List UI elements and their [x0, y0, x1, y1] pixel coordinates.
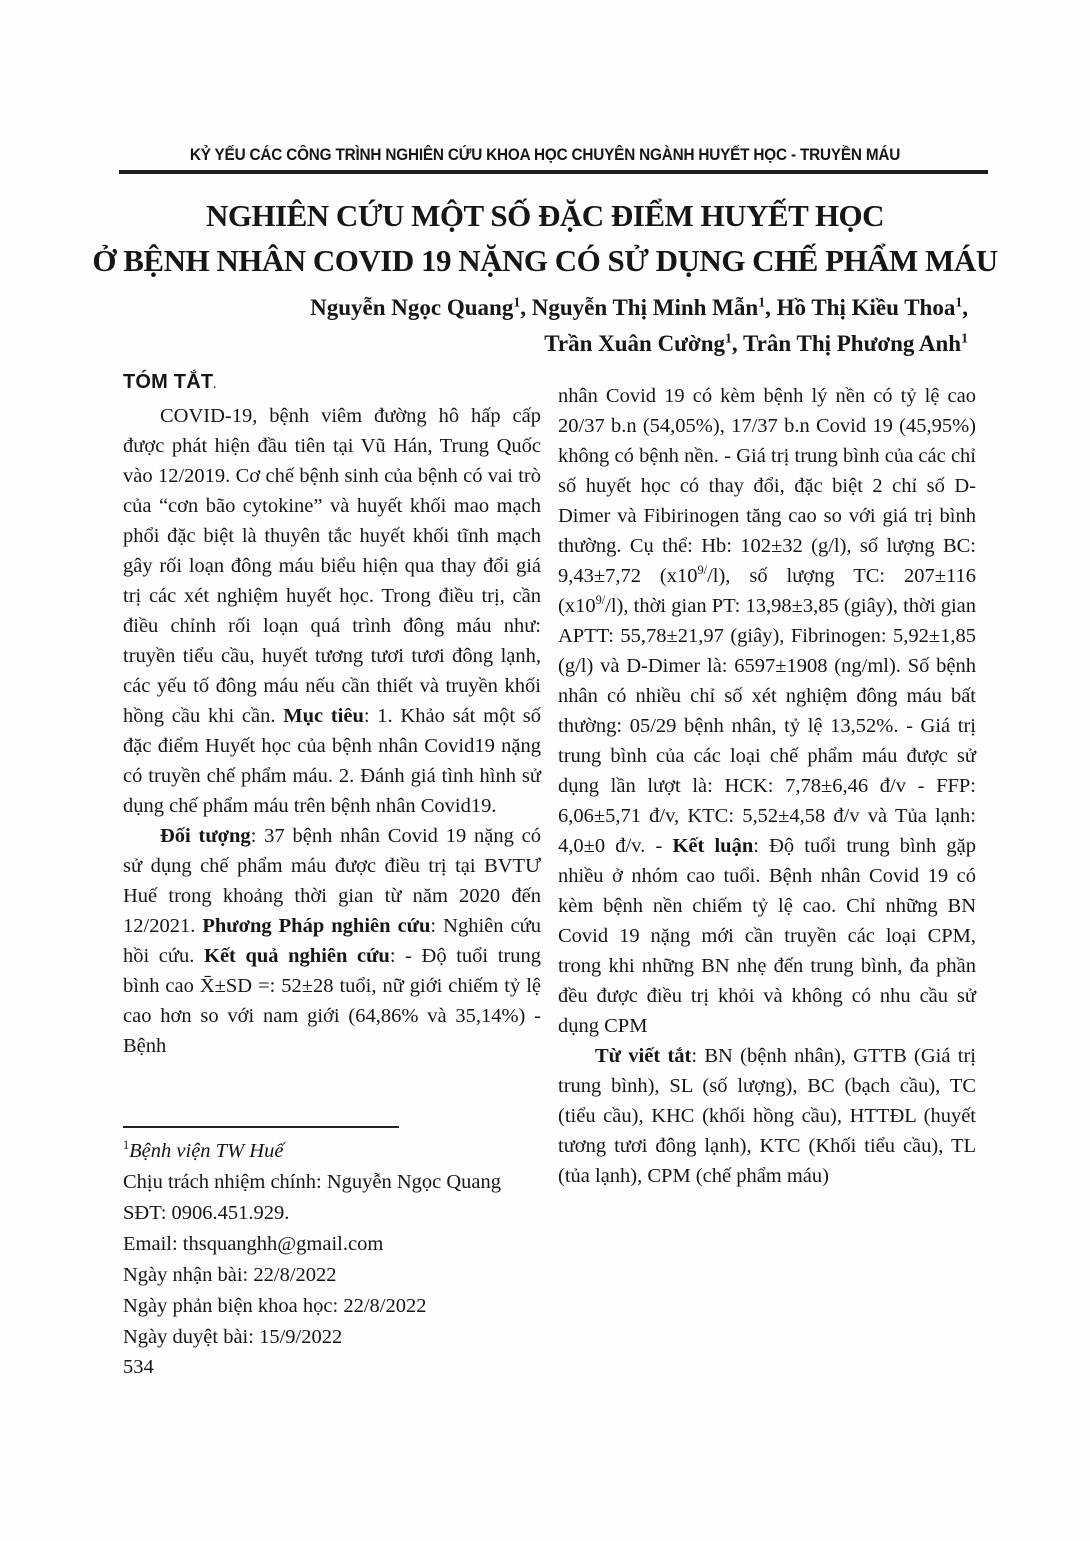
right-column: [558, 366, 976, 1191]
running-header: KỶ YẾU CÁC CÔNG TRÌNH NGHIÊN CỨU KHOA HỌC CHUYÊN NGÀNH HUYẾT HỌC - TRUYỀN MÁU: [189, 145, 901, 164]
abstract-paragraph-2: Đối tượng: 37 bệnh nhân Covid 19 nặng có sử dụng chế phẩm máu được điều trị tại BVTƯ Huế trong khoảng thời gian từ năm 2020 đến 12/2021. Phương Pháp nghiên cứu: Nghiên cứu hồi cứu. Kết quả nghiên cứu: - Độ tuổi trung bình cao X̄±SD =: 52±28 tuổi, nữ giới chiếm tỷ lệ cao hơn so với nam giới (64,86% và 35,14%) - Bệnh: [123, 825, 541, 1057]
page-number: 534: [123, 1356, 154, 1378]
footnote-accepted-date: Ngày duyệt bài: 15/9/2022: [123, 1326, 343, 1348]
abstract-paragraph-1: COVID-19, bệnh viêm đường hô hấp cấp được phát hiện đầu tiên tại Vũ Hán, Trung Quốc vào 12/2019. Cơ chế bệnh sinh của bệnh có vai trò của “cơn bão cytokine” và huyết khối mao mạch phổi đặc biệt là thuyên tắc huyết khối tĩnh mạch gây rối loạn đông máu biểu hiện qua thay đổi giá trị các xét nghiệm huyết học. Trong điều trị, cần điều chỉnh rối loạn quá trình đông máu như: truyền tiểu cầu, huyết tương tươi tươi đông lạnh, các yếu tố đông máu nếu cần thiết và truyền khối hồng cầu khi cần. Mục tiêu: 1. Khảo sát một số đặc điểm Huyết học của bệnh nhân Covid19 nặng có truyền chế phẩm máu. 2. Đánh giá tình hình sử dụng chế phẩm máu trên bệnh nhân Covid19.: [123, 405, 541, 817]
article-title-line-2: Ở BỆNH NHÂN COVID 19 NẶNG CÓ SỬ DỤNG CHẾ PHẨM MÁU: [92, 243, 998, 278]
abbreviations-paragraph: Từ viết tắt: BN (bệnh nhân), GTTB (Giá trị trung bình), SL (số lượng), BC (bạch cầu), TC (tiểu cầu), KHC (khối hồng cầu), HTTĐL (huyết tương tươi đông lạnh), KTC (Khối tiểu cầu), TL (tủa lạnh), CPM (chế phẩm máu): [558, 1045, 976, 1187]
abstract-heading: [123, 366, 541, 401]
article-title-line-1: NGHIÊN CỨU MỘT SỐ ĐẶC ĐIỂM HUYẾT HỌC: [205, 198, 885, 233]
article-title: [0, 193, 1090, 283]
header-rule: [119, 170, 988, 174]
footnote-phone: SĐT: 0906.451.929.: [123, 1202, 290, 1224]
left-column: [123, 366, 541, 1191]
footnote-block: [123, 1122, 549, 1353]
authors-block: [123, 290, 968, 362]
footnote-review-date: Ngày phản biện khoa học: 22/8/2022: [123, 1295, 427, 1317]
footnote-rule: [123, 1126, 399, 1128]
footnote-email: Email: thsquanghh@gmail.com: [123, 1233, 384, 1255]
authors-line-2: Trần Xuân Cường$^1$, Trân Thị Phương Anh$^1$: [544, 330, 968, 356]
footnote-affiliation: $^1$Bệnh viện TW Huế: [123, 1138, 284, 1162]
abstract-columns: [123, 366, 976, 1191]
abstract-heading-text: TÓM TẮT: [123, 371, 214, 393]
authors-line-1: Nguyễn Ngọc Quang$^1$, Nguyễn Thị Minh Mẫn$^1$, Hồ Thị Kiều Thoa$^1$,: [310, 294, 968, 320]
footnote-received-date: Ngày nhận bài: 22/8/2022: [123, 1264, 337, 1286]
footnote-corresponding-author: Chịu trách nhiệm chính: Nguyễn Ngọc Quang: [123, 1171, 502, 1193]
abstract-paragraph-2-continued: nhân Covid 19 có kèm bệnh lý nền có tỷ lệ cao 20/37 b.n (54,05%), 17/37 b.n Covid 19 (45,95%) không có bệnh nền. - Giá trị trung bình của các chỉ số huyết học có thay đổi, đặc biệt 2 chỉ số D-Dimer và Fibirinogen tăng cao so với giá trị bình thường. Cụ thể: Hb: 102±32 (g/l), số lượng BC: 9,43±7,72 $(x10^{9/}/l)$, số lượng TC: 207±116 $(x10^{9/}/l)$, thời gian PT: 13,98±3,85 (giây), thời gian APTT: 55,78±21,97 (giây), Fibrinogen: 5,92±1,85 (g/l) và D-Dimer là: 6597±1908 (ng/ml). Số bệnh nhân có nhiều chỉ số xét nghiệm đông máu bất thường: 05/29 bệnh nhân, tỷ lệ 13,52%. - Giá trị trung bình của các loại chế phẩm máu được sử dụng lần lượt là: HCK: 7,78±6,46 đ/v - FFP: 6,06±5,71 đ/v, KTC: 5,52±4,58 đ/v và Tủa lạnh: 4,0±0 đ/v. - Kết luận: Độ tuổi trung bình gặp nhiều ở nhóm cao tuổi. Bệnh nhân Covid 19 có kèm bệnh nền chiếm tỷ lệ cao. Chỉ những BN Covid 19 nặng mới cần truyền các loại CPM, trong khi những BN nhẹ đến trung bình, đa phần đều được điều trị khỏi và không có nhu cầu sử dụng CPM: [558, 385, 976, 1037]
abstract-heading-dot: .: [213, 379, 217, 391]
